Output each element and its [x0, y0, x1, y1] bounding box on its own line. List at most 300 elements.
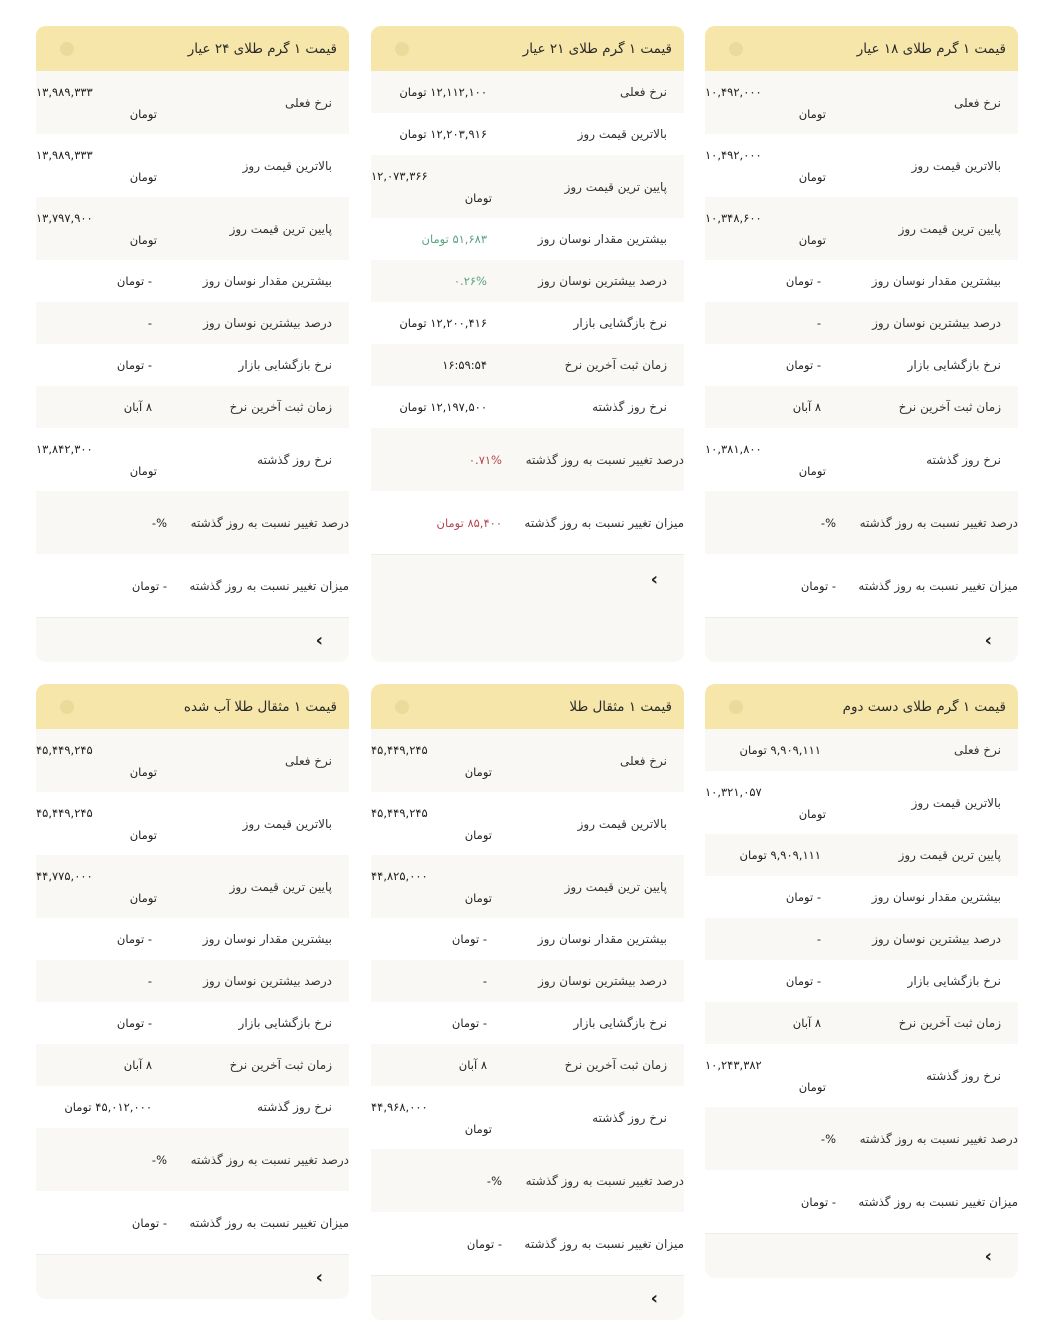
row-label: نرخ فعلی — [953, 743, 1001, 757]
row-label: بالاترین قیمت روز — [577, 816, 667, 831]
row-value — [371, 228, 504, 250]
row-label: نرخ بازگشایی بازار — [238, 358, 332, 372]
status-dot-icon — [395, 700, 409, 714]
row-value — [705, 1128, 853, 1150]
row-last-update-time — [705, 386, 1018, 428]
card-header — [705, 684, 1018, 729]
row-label: زمان ثبت آخرین نرخ — [898, 400, 1001, 414]
value-number: - — [816, 316, 821, 330]
chevron-left-icon[interactable]: ‹ — [984, 1245, 992, 1267]
row-last-update-time — [705, 1002, 1018, 1044]
value-number: - — [831, 1194, 836, 1209]
value-number: ۴۴,۹۶۸,۰۰۰ — [371, 1099, 428, 1114]
row-value — [705, 396, 838, 418]
row-previous-day-rate — [705, 1044, 1018, 1107]
value-unit: تومان — [129, 890, 157, 905]
value-unit: تومان — [131, 578, 160, 593]
row-label: نرخ روز گذشته — [592, 400, 667, 414]
row-value — [371, 354, 504, 376]
row-label: نرخ فعلی — [953, 95, 1001, 110]
value-number: ۴۵,۴۴۹,۲۴۵ — [371, 805, 428, 820]
row-max-fluctuation-percent — [705, 302, 1018, 344]
value-number: - — [147, 316, 152, 330]
row-label: نرخ فعلی — [284, 95, 332, 110]
value-unit: تومان — [116, 358, 145, 372]
row-day-low — [705, 834, 1018, 876]
row-day-low — [36, 855, 349, 918]
row-label: پایین ترین قیمت روز — [229, 221, 332, 236]
value-number: ۸ آبان — [458, 1058, 487, 1072]
row-label: نرخ روز گذشته — [257, 452, 332, 467]
row-value — [705, 928, 838, 950]
row-label: بالاترین قیمت روز — [242, 158, 332, 173]
card-header — [36, 26, 349, 71]
value-unit: تومان — [798, 463, 826, 478]
row-value — [36, 512, 184, 534]
value-unit: تومان — [798, 1079, 826, 1094]
row-change-percent — [36, 491, 349, 554]
card-gold-21k — [371, 26, 684, 662]
chevron-left-icon[interactable]: ‹ — [315, 1266, 323, 1288]
value-unit: تومان — [798, 806, 826, 821]
row-label: بیشترین مقدار نوسان روز — [871, 890, 1001, 904]
row-change-amount — [705, 1170, 1018, 1233]
value-number: ۱۲,۰۷۳,۳۶۶ — [371, 168, 428, 183]
row-day-low — [371, 855, 684, 918]
row-label: درصد بیشترین نوسان روز — [203, 974, 332, 988]
row-value — [705, 312, 838, 334]
value-unit: تومان — [116, 1016, 145, 1030]
row-previous-day-rate — [36, 428, 349, 491]
card-title: قیمت ۱ گرم طلای ۲۴ عیار — [187, 40, 337, 57]
row-label: نرخ بازگشایی بازار — [907, 974, 1001, 988]
value-unit: تومان — [798, 106, 826, 121]
row-value — [371, 802, 504, 846]
value-unit: تومان — [116, 274, 145, 288]
row-last-update-time — [371, 344, 684, 386]
row-label: درصد بیشترین نوسان روز — [872, 932, 1001, 946]
row-label: میزان تغییر نسبت به روز گذشته — [858, 1194, 1018, 1209]
row-value — [36, 1054, 169, 1076]
row-max-fluctuation — [36, 260, 349, 302]
row-label: درصد بیشترین نوسان روز — [538, 974, 667, 988]
value-number: - — [147, 932, 152, 946]
value-number: ۸ آبان — [123, 400, 152, 414]
row-value — [705, 886, 838, 908]
row-value — [705, 512, 853, 534]
row-value — [705, 1012, 838, 1034]
row-value — [371, 512, 519, 534]
card-title: قیمت ۱ مثقال طلا آب شده — [183, 698, 337, 715]
row-label: بالاترین قیمت روز — [242, 816, 332, 831]
value-unit: تومان — [399, 127, 427, 141]
row-label: نرخ روز گذشته — [257, 1100, 332, 1114]
value-unit: تومان — [785, 890, 814, 904]
row-value — [705, 781, 838, 825]
value-number: - — [162, 1215, 167, 1230]
value-unit: تومان — [464, 764, 492, 779]
value-number: - — [147, 974, 152, 988]
value-unit: تومان — [800, 1194, 829, 1209]
row-label: نرخ فعلی — [619, 85, 667, 99]
row-value — [371, 1233, 519, 1255]
row-change-amount — [371, 491, 684, 554]
row-change-percent — [705, 1107, 1018, 1170]
row-label: درصد بیشترین نوسان روز — [872, 316, 1001, 330]
row-value — [705, 81, 838, 125]
card-footer — [705, 1233, 1018, 1278]
row-change-percent — [36, 1128, 349, 1191]
row-market-open-rate — [36, 1002, 349, 1044]
row-max-fluctuation-percent — [705, 918, 1018, 960]
card-footer — [36, 1254, 349, 1299]
status-dot-icon — [60, 700, 74, 714]
row-value — [371, 928, 504, 950]
row-max-fluctuation — [371, 218, 684, 260]
card-footer — [705, 617, 1018, 662]
row-label: نرخ روز گذشته — [926, 452, 1001, 467]
row-label: زمان ثبت آخرین نرخ — [229, 400, 332, 414]
card-header — [705, 26, 1018, 71]
value-number: ۴۵,۴۴۹,۲۴۵ — [371, 742, 428, 757]
value-number: ۱۳,۷۹۷,۹۰۰ — [36, 210, 93, 225]
row-label: نرخ روز گذشته — [592, 1110, 667, 1125]
row-value — [371, 970, 504, 992]
row-change-amount — [371, 1212, 684, 1275]
value-unit: تومان — [464, 1121, 492, 1136]
row-value — [705, 207, 838, 251]
row-value — [371, 739, 504, 783]
status-dot-icon — [729, 700, 743, 714]
row-value — [371, 1012, 504, 1034]
row-value — [371, 1054, 504, 1076]
status-dot-icon — [729, 42, 743, 56]
row-value — [705, 844, 838, 866]
row-previous-day-rate — [705, 428, 1018, 491]
row-label: میزان تغییر نسبت به روز گذشته — [189, 578, 349, 593]
row-value — [371, 312, 504, 334]
value-number: ۱۶:۵۹:۵۴ — [442, 358, 487, 372]
row-label: درصد تغییر نسبت به روز گذشته — [190, 1152, 349, 1167]
row-label: نرخ بازگشایی بازار — [573, 316, 667, 330]
row-value — [705, 1054, 838, 1098]
value-number: ۸۵,۴۰۰ — [467, 515, 502, 530]
row-value — [36, 438, 169, 482]
chevron-left-icon[interactable]: ‹ — [984, 629, 992, 651]
row-day-high — [371, 113, 684, 155]
row-label: درصد تغییر نسبت به روز گذشته — [859, 1131, 1018, 1146]
card-title: قیمت ۱ مثقال طلا — [569, 698, 672, 715]
row-value — [371, 81, 504, 103]
row-label: زمان ثبت آخرین نرخ — [229, 1058, 332, 1072]
card-gold-18k — [705, 26, 1018, 662]
value-number: - — [482, 1016, 487, 1030]
value-number: ۰.۷۱% — [468, 452, 502, 467]
value-number: ۴۵,۴۴۹,۲۴۵ — [36, 742, 93, 757]
row-max-fluctuation — [371, 918, 684, 960]
row-value — [705, 970, 838, 992]
row-max-fluctuation — [705, 876, 1018, 918]
row-previous-day-rate — [371, 386, 684, 428]
value-number: - — [482, 932, 487, 946]
row-current-rate — [705, 71, 1018, 134]
row-value — [36, 1212, 184, 1234]
value-unit: تومان — [451, 1016, 480, 1030]
value-number: - — [147, 1016, 152, 1030]
value-number: - — [816, 274, 821, 288]
row-label: نرخ بازگشایی بازار — [238, 1016, 332, 1030]
value-number: - — [816, 974, 821, 988]
card-footer — [371, 1275, 684, 1320]
value-number: ۹,۹۰۹,۱۱۱ — [770, 848, 821, 862]
row-label: نرخ بازگشایی بازار — [907, 358, 1001, 372]
value-unit: تومان — [131, 1215, 160, 1230]
value-number: ۴۵,۰۱۲,۰۰۰ — [95, 1100, 152, 1114]
value-number: ۰.۲۶% — [453, 274, 487, 288]
status-dot-icon — [60, 42, 74, 56]
row-max-fluctuation-percent — [371, 960, 684, 1002]
row-market-open-rate — [36, 344, 349, 386]
row-value — [36, 396, 169, 418]
value-unit: تومان — [399, 316, 427, 330]
row-label: بالاترین قیمت روز — [911, 795, 1001, 810]
value-number: - — [147, 358, 152, 372]
card-gold-second-hand — [705, 684, 1018, 1278]
row-label: میزان تغییر نسبت به روز گذشته — [524, 1236, 684, 1251]
value-unit: تومان — [129, 827, 157, 842]
row-value — [36, 312, 169, 334]
value-unit: تومان — [421, 232, 449, 246]
value-number: ۸ آبان — [792, 1016, 821, 1030]
value-unit: تومان — [436, 515, 464, 530]
row-label: پایین ترین قیمت روز — [564, 879, 667, 894]
row-value — [36, 739, 169, 783]
value-unit: تومان — [129, 169, 157, 184]
row-value — [36, 575, 184, 597]
value-number: ۵۱,۶۸۳ — [452, 232, 487, 246]
row-label: درصد تغییر نسبت به روز گذشته — [525, 452, 684, 467]
row-value — [371, 865, 504, 909]
row-label: درصد تغییر نسبت به روز گذشته — [859, 515, 1018, 530]
chevron-left-icon[interactable]: ‹ — [315, 629, 323, 651]
row-current-rate — [36, 729, 349, 792]
row-value — [371, 449, 519, 471]
row-value — [36, 802, 169, 846]
value-number: ۱۰,۳۴۸,۶۰۰ — [705, 210, 762, 225]
row-label: بالاترین قیمت روز — [911, 158, 1001, 173]
value-number: ۱۲,۲۰۳,۹۱۶ — [430, 127, 487, 141]
row-day-high — [705, 771, 1018, 834]
row-value — [36, 970, 169, 992]
value-number: ۱۲,۱۹۷,۵۰۰ — [430, 400, 487, 414]
value-unit: تومان — [464, 890, 492, 905]
row-day-high — [705, 134, 1018, 197]
row-max-fluctuation — [705, 260, 1018, 302]
row-day-low — [705, 197, 1018, 260]
value-number: - — [816, 890, 821, 904]
row-value — [371, 1170, 519, 1192]
row-market-open-rate — [371, 1002, 684, 1044]
value-number: ۸ آبان — [792, 400, 821, 414]
row-value — [371, 165, 504, 209]
value-unit: تومان — [785, 274, 814, 288]
value-number: %- — [820, 515, 836, 530]
card-gold-24k — [36, 26, 349, 662]
row-change-amount — [36, 1191, 349, 1254]
row-label: بالاترین قیمت روز — [577, 127, 667, 141]
value-unit: تومان — [129, 463, 157, 478]
row-change-amount — [705, 554, 1018, 617]
row-last-update-time — [36, 1044, 349, 1086]
card-gold-mesghal-melted — [36, 684, 349, 1299]
row-label: درصد بیشترین نوسان روز — [538, 274, 667, 288]
value-number: - — [162, 578, 167, 593]
row-label: بیشترین مقدار نوسان روز — [202, 932, 332, 946]
value-number: ۱۰,۲۴۳,۳۸۲ — [705, 1057, 762, 1072]
value-number: - — [147, 274, 152, 288]
value-number: ۱۰,۳۲۱,۰۵۷ — [705, 784, 762, 799]
row-value — [36, 865, 169, 909]
row-change-percent — [371, 1149, 684, 1212]
chevron-left-icon[interactable]: ‹ — [650, 569, 658, 590]
value-number: ۴۴,۸۲۵,۰۰۰ — [371, 868, 428, 883]
value-number: - — [497, 1236, 502, 1251]
row-market-open-rate — [705, 344, 1018, 386]
card-header — [371, 684, 684, 729]
row-label: نرخ فعلی — [284, 753, 332, 768]
value-unit: تومان — [129, 232, 157, 247]
value-unit: تومان — [464, 190, 492, 205]
row-label: زمان ثبت آخرین نرخ — [564, 1058, 667, 1072]
row-label: بیشترین مقدار نوسان روز — [202, 274, 332, 288]
row-label: پایین ترین قیمت روز — [229, 879, 332, 894]
value-unit: تومان — [466, 1236, 495, 1251]
row-label: زمان ثبت آخرین نرخ — [564, 358, 667, 372]
value-unit: تومان — [451, 932, 480, 946]
card-gold-mesghal — [371, 684, 684, 1320]
row-label: پایین ترین قیمت روز — [564, 179, 667, 194]
row-value — [36, 81, 169, 125]
row-label: زمان ثبت آخرین نرخ — [898, 1016, 1001, 1030]
row-value — [36, 270, 169, 292]
row-current-rate — [371, 729, 684, 792]
row-day-low — [36, 197, 349, 260]
row-value — [371, 1096, 504, 1140]
value-unit: تومان — [785, 358, 814, 372]
card-header — [371, 26, 684, 71]
value-number: ۴۴,۷۷۵,۰۰۰ — [36, 868, 93, 883]
row-change-percent — [705, 491, 1018, 554]
value-unit: تومان — [800, 578, 829, 593]
value-unit: تومان — [798, 169, 826, 184]
value-unit: تومان — [64, 1100, 92, 1114]
row-value — [705, 354, 838, 376]
row-current-rate — [36, 71, 349, 134]
value-number: %- — [151, 515, 167, 530]
value-number: - — [831, 578, 836, 593]
value-number: - — [816, 932, 821, 946]
row-label: نرخ فعلی — [619, 753, 667, 768]
card-title: قیمت ۱ گرم طلای دست دوم — [842, 698, 1006, 715]
value-unit: تومان — [129, 106, 157, 121]
row-label: پایین ترین قیمت روز — [898, 848, 1001, 862]
card-header — [36, 684, 349, 729]
value-unit: تومان — [129, 764, 157, 779]
value-number: %- — [151, 1152, 167, 1167]
value-number: ۱۳,۹۸۹,۳۳۳ — [36, 84, 93, 99]
row-label: درصد بیشترین نوسان روز — [203, 316, 332, 330]
row-current-rate — [371, 71, 684, 113]
value-unit: تومان — [739, 848, 767, 862]
card-title: قیمت ۱ گرم طلای ۱۸ عیار — [856, 40, 1006, 57]
value-unit: تومان — [399, 400, 427, 414]
row-value — [36, 1012, 169, 1034]
row-previous-day-rate — [36, 1086, 349, 1128]
value-unit: تومان — [399, 85, 427, 99]
row-label: درصد تغییر نسبت به روز گذشته — [190, 515, 349, 530]
value-number: - — [482, 974, 487, 988]
row-value — [371, 123, 504, 145]
row-label: نرخ بازگشایی بازار — [573, 1016, 667, 1030]
row-value — [705, 438, 838, 482]
row-value — [36, 1096, 169, 1118]
row-previous-day-rate — [371, 1086, 684, 1149]
row-day-high — [371, 792, 684, 855]
row-max-fluctuation-percent — [36, 302, 349, 344]
row-max-fluctuation — [36, 918, 349, 960]
row-value — [705, 1191, 853, 1213]
value-number: ۱۲,۲۰۰,۴۱۶ — [430, 316, 487, 330]
row-market-open-rate — [705, 960, 1018, 1002]
value-number: %- — [486, 1173, 502, 1188]
value-unit: تومان — [464, 827, 492, 842]
value-number: %- — [820, 1131, 836, 1146]
row-day-low — [371, 155, 684, 218]
value-number: ۱۰,۴۹۲,۰۰۰ — [705, 84, 762, 99]
row-market-open-rate — [371, 302, 684, 344]
row-label: میزان تغییر نسبت به روز گذشته — [524, 515, 684, 530]
value-number: ۹,۹۰۹,۱۱۱ — [770, 743, 821, 757]
chevron-left-icon[interactable]: ‹ — [650, 1287, 658, 1309]
value-number: ۱۳,۸۴۲,۳۰۰ — [36, 441, 93, 456]
row-label: بیشترین مقدار نوسان روز — [871, 274, 1001, 288]
row-max-fluctuation-percent — [371, 260, 684, 302]
row-value — [36, 1149, 184, 1171]
row-day-high — [36, 792, 349, 855]
value-number: - — [816, 358, 821, 372]
row-value — [36, 144, 169, 188]
row-day-high — [36, 134, 349, 197]
row-label: درصد تغییر نسبت به روز گذشته — [525, 1173, 684, 1188]
row-label: بیشترین مقدار نوسان روز — [537, 232, 667, 246]
row-value — [36, 928, 169, 950]
row-change-percent — [371, 428, 684, 491]
row-last-update-time — [36, 386, 349, 428]
value-number: ۴۵,۴۴۹,۲۴۵ — [36, 805, 93, 820]
value-number: ۱۰,۴۹۲,۰۰۰ — [705, 147, 762, 162]
row-current-rate — [705, 729, 1018, 771]
row-change-amount — [36, 554, 349, 617]
row-max-fluctuation-percent — [36, 960, 349, 1002]
row-value — [36, 207, 169, 251]
value-unit: تومان — [785, 974, 814, 988]
row-label: نرخ روز گذشته — [926, 1068, 1001, 1083]
status-dot-icon — [395, 42, 409, 56]
row-value — [705, 575, 853, 597]
row-label: بیشترین مقدار نوسان روز — [537, 932, 667, 946]
row-label: میزان تغییر نسبت به روز گذشته — [858, 578, 1018, 593]
card-footer — [36, 617, 349, 662]
